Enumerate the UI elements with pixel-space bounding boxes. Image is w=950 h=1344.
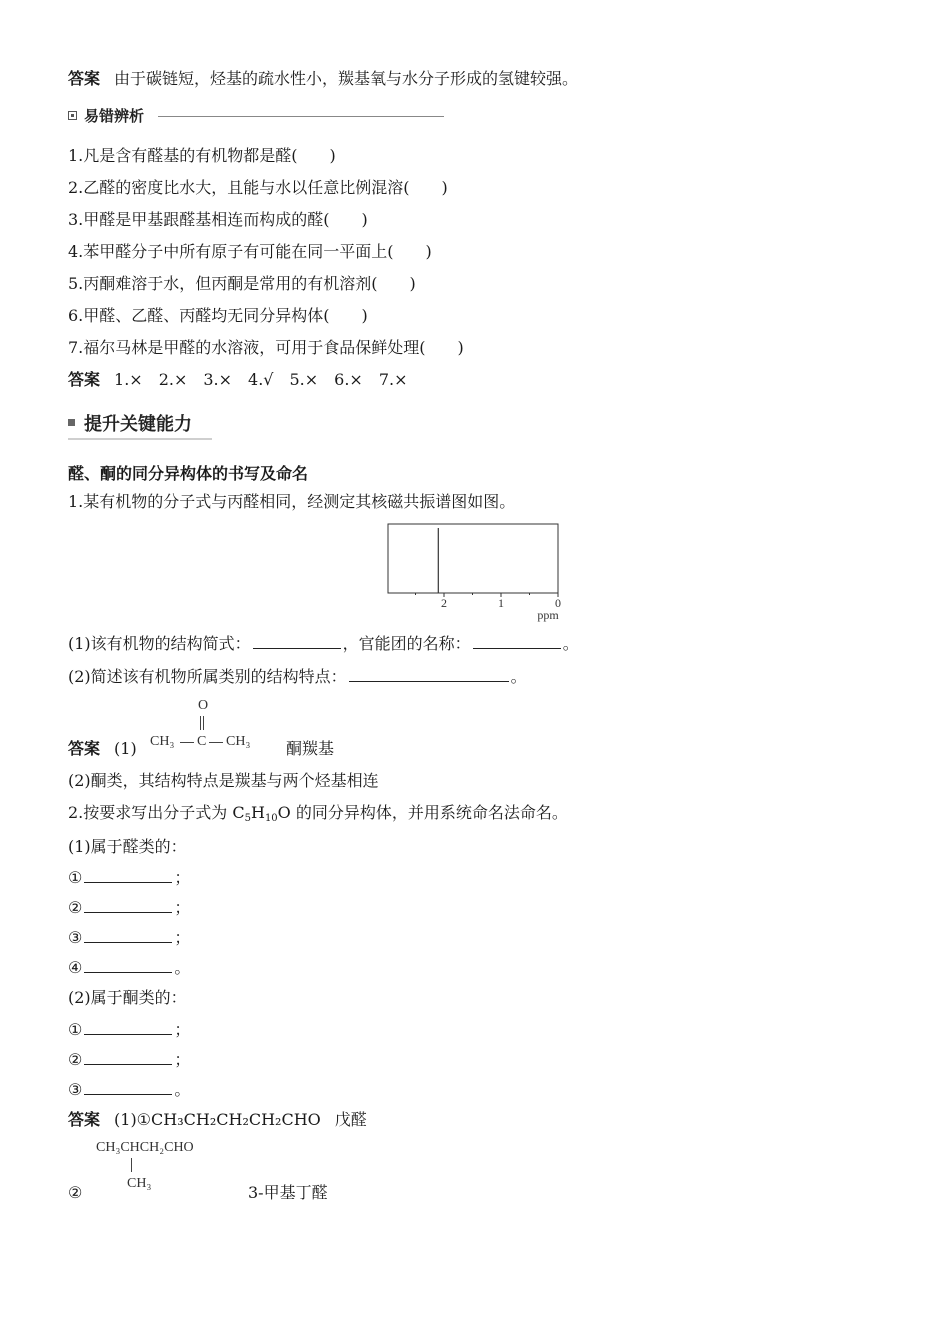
- double-bond-line: [203, 716, 205, 730]
- ketone-blank-row: [68, 1079, 190, 1101]
- circled-number: ③: [68, 1080, 83, 1099]
- q2-answer-2-marker: ②: [68, 1183, 83, 1202]
- answer-prefix: (1)①: [114, 1110, 152, 1129]
- spectrum-tick-label: 1: [498, 596, 504, 610]
- q1-stem: 1.某有机物的分子式与丙醛相同，经测定其核磁共振谱图如图。: [68, 492, 516, 511]
- spectrum-frame: [388, 524, 558, 593]
- nmr-spectrum-chart: [384, 520, 574, 624]
- square-bullet-icon: [68, 111, 77, 120]
- answer-label: 答案: [68, 69, 101, 88]
- single-bond-line: [180, 742, 194, 743]
- answer-blank[interactable]: [84, 1080, 172, 1095]
- error-analysis-header: [68, 107, 444, 125]
- aldehyde-blank-row: [68, 867, 190, 889]
- acetone-structure: [150, 696, 270, 756]
- header-rule: [158, 116, 444, 117]
- q1-part1-prompt2: ，官能团的名称：: [342, 634, 471, 653]
- error-item: 1.凡是含有醛基的有机物都是醛( ): [68, 146, 336, 165]
- q2-part1: (1)属于醛类的：: [68, 837, 187, 856]
- topic-subtitle: 醛、酮的同分异构体的书写及命名: [68, 464, 309, 483]
- spectrum-tick-label: 0: [555, 596, 561, 610]
- answer-label: 答案: [68, 1110, 101, 1129]
- punctuation: ；: [174, 1020, 191, 1039]
- q1-answer: [68, 738, 137, 760]
- oxygen-atom: O: [198, 698, 209, 713]
- error-item: 7.福尔马林是甲醛的水溶液，可用于食品保鲜处理( ): [68, 338, 464, 357]
- ketone-blank-row: [68, 1049, 190, 1071]
- circled-number: ②: [68, 898, 83, 917]
- q1-part2-prompt: (2)简述该有机物所属类别的结构特点：: [68, 667, 347, 686]
- circled-number: ④: [68, 958, 83, 977]
- pentanal-formula: CH₃CH₂CH₂CH₂CHO: [151, 1110, 321, 1129]
- aldehyde-blank-row: [68, 957, 190, 979]
- methyl-branch: CH₃: [127, 1176, 152, 1191]
- q2-stem-b: H: [250, 803, 265, 822]
- punctuation: ；: [174, 928, 191, 947]
- error-analysis-title: 易错辨析: [84, 107, 145, 125]
- ketone-blank-row: [68, 1019, 190, 1041]
- intro-answer-text: 由于碳链短，烃基的疏水性小，羰基氧与水分子形成的氢键较强。: [114, 69, 579, 88]
- answer-blank[interactable]: [84, 928, 172, 943]
- answer-blank[interactable]: [84, 958, 172, 973]
- aldehyde-blank-row: [68, 897, 190, 919]
- circled-number: ①: [68, 868, 83, 887]
- aldehyde-blank-row: [68, 927, 190, 949]
- branch-bond-line: [131, 1158, 132, 1172]
- punctuation: ；: [174, 898, 191, 917]
- double-bond-line: [200, 716, 202, 730]
- answer-blank[interactable]: [84, 1020, 172, 1035]
- answer-blank[interactable]: [473, 634, 561, 649]
- answer-blank[interactable]: [253, 634, 341, 649]
- circled-number: ③: [68, 928, 83, 947]
- spectrum-tick-label: 2: [441, 596, 447, 610]
- answer-label: 答案: [68, 370, 101, 389]
- circled-number: ①: [68, 1020, 83, 1039]
- error-item: 2.乙醛的密度比水大，且能与水以任意比例混溶( ): [68, 178, 448, 197]
- error-answer: [68, 369, 408, 391]
- intro-answer: [68, 68, 578, 90]
- q1-answer-p1: (1): [114, 739, 137, 758]
- methyl-left: CH₃: [150, 734, 175, 749]
- q1-part1-end: 。: [562, 634, 579, 653]
- key-ability-title: 提升关键能力: [84, 414, 192, 435]
- punctuation: 。: [174, 958, 191, 977]
- circled-number: ②: [68, 1050, 83, 1069]
- punctuation: ；: [174, 868, 191, 887]
- carbonyl-carbon: C: [197, 734, 207, 749]
- key-ability-header: [68, 410, 212, 440]
- q1-part2-end: 。: [510, 667, 527, 686]
- q2-part2: (2)属于酮类的：: [68, 988, 187, 1007]
- q1-part1: [68, 633, 579, 655]
- methylbutanal-structure: [96, 1140, 256, 1200]
- q1-part2: [68, 666, 527, 688]
- answer-label: 答案: [68, 739, 101, 758]
- subscript: 5: [244, 813, 251, 824]
- answer-blank[interactable]: [349, 667, 509, 682]
- punctuation: 。: [174, 1080, 191, 1099]
- answer-blank[interactable]: [84, 868, 172, 883]
- main-chain: CH₃CHCH₂CHO: [96, 1140, 194, 1155]
- square-bullet-icon: [68, 419, 75, 426]
- answer-blank[interactable]: [84, 898, 172, 913]
- single-bond-line: [209, 742, 223, 743]
- q2-stem: [68, 802, 568, 824]
- error-item: 4.苯甲醛分子中所有原子有可能在同一平面上( ): [68, 242, 432, 261]
- spectrum-unit: ppm: [537, 608, 559, 622]
- error-item: 5.丙酮难溶于水，但丙酮是常用的有机溶剂( ): [68, 274, 416, 293]
- punctuation: ；: [174, 1050, 191, 1069]
- pentanal-name: 戊醛: [334, 1110, 367, 1129]
- error-answer-text: 1.× 2.× 3.× 4.√ 5.× 6.× 7.×: [114, 370, 408, 389]
- error-item: 6.甲醛、乙醛、丙醛均无同分异构体( ): [68, 306, 368, 325]
- q1-answer-group: 酮羰基: [286, 739, 335, 758]
- answer-blank[interactable]: [84, 1050, 172, 1065]
- methyl-right: CH₃: [226, 734, 251, 749]
- error-item: 3.甲醛是甲基跟醛基相连而构成的醛( ): [68, 210, 368, 229]
- q2-stem-a: 2.按要求写出分子式为 C: [68, 803, 245, 822]
- q1-part1-prompt: (1)该有机物的结构简式：: [68, 634, 251, 653]
- q2-answer-2-name: 3-甲基丁醛: [248, 1183, 328, 1202]
- q2-answer-1: [68, 1109, 367, 1131]
- subscript: 10: [264, 813, 278, 824]
- q2-stem-c: O 的同分异构体，并用系统命名法命名。: [277, 803, 568, 822]
- q1-answer-part2: (2)酮类，其结构特点是羰基与两个烃基相连: [68, 771, 379, 790]
